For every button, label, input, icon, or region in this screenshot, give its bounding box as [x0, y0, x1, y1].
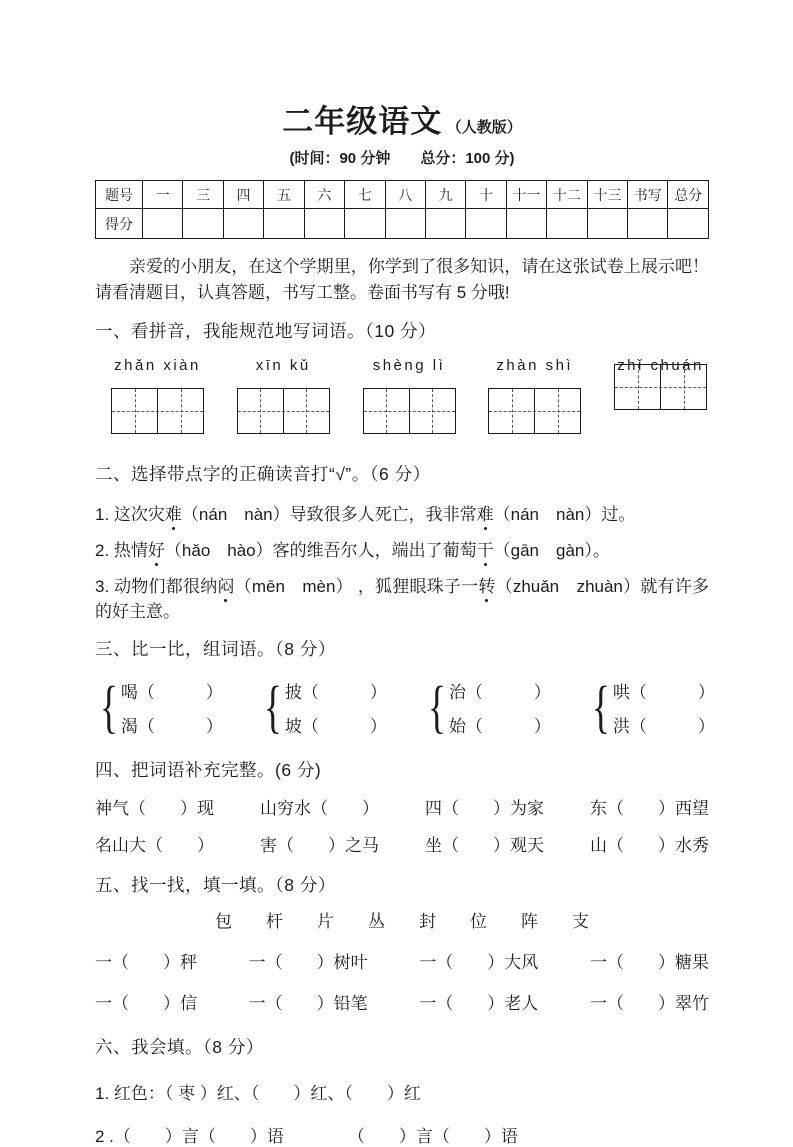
brace-icon: {: [99, 674, 118, 739]
brace-icon: {: [427, 674, 446, 739]
pinyin-word-group: [363, 355, 456, 434]
section-5-heading: 五、找一找，填一填。（8 分）: [95, 875, 336, 895]
brace-icon: {: [591, 674, 610, 739]
dotted-char: 干: [477, 538, 494, 563]
measure-word-item: 一（ ）铅笔: [248, 994, 368, 1013]
section-2-heading: 二、选择带点字的正确读音打“√”。（6 分）: [95, 464, 431, 484]
word-bank-character: 杆: [266, 912, 283, 931]
score-table-column-header: 九: [425, 181, 465, 209]
dotted-char: 难: [477, 502, 494, 527]
score-table-empty-cell: [264, 209, 304, 239]
hanzi-box-cell: [364, 389, 409, 433]
word-bank-character: 片: [317, 912, 334, 931]
idiom-row-1: [95, 794, 709, 819]
measure-word-row-1: [95, 948, 709, 973]
compare-word-bottom: 渴（ ）: [120, 716, 223, 736]
pinyin-word-group: [614, 355, 707, 410]
yan-yu-right: （ ）言（ ）语: [347, 1127, 518, 1146]
pinyin-writing-row: [95, 355, 709, 441]
measure-word-item: 一（ ）大风: [419, 953, 539, 972]
score-table-empty-cell: [668, 209, 709, 239]
score-table-column-header: 十: [466, 181, 506, 209]
word-bank-character: 支: [572, 912, 589, 931]
score-table-column-header: 十三: [587, 181, 627, 209]
score-table-column-header: 一: [143, 181, 183, 209]
compare-word-top: 治（ ）: [448, 682, 551, 702]
compare-word-bottom: 坡（ ）: [284, 716, 387, 736]
compare-pair: [259, 674, 387, 739]
compare-pair: [95, 674, 223, 739]
measure-word-item: 一（ ）糖果: [589, 953, 709, 972]
score-table-row2-label: 得分: [96, 209, 143, 239]
exam-meta: (时间：90 分钟 总分：100 分): [289, 150, 515, 167]
score-table-empty-cell: [547, 209, 587, 239]
idiom-item: 害（ ）之马: [260, 836, 379, 855]
idiom-item: 山穷水（ ）: [260, 799, 379, 818]
score-table-empty-cell: [385, 209, 425, 239]
dotted-char: 转: [478, 574, 495, 599]
hanzi-box-cell: [238, 389, 283, 433]
compare-pair: [423, 674, 551, 739]
idiom-item: 四（ ）为家: [425, 799, 544, 818]
score-table-header-row: [96, 181, 709, 209]
hanzi-writing-box: [111, 388, 204, 434]
score-table-empty-cell: [304, 209, 344, 239]
score-table-column-header: 五: [264, 181, 304, 209]
measure-word-item: 一（ ）树叶: [248, 953, 368, 972]
score-table-empty-cell: [345, 209, 385, 239]
pinyin-word-group: [111, 355, 204, 434]
pronunciation-items: [95, 502, 709, 624]
score-table-empty-cell: [143, 209, 183, 239]
page-title: [95, 96, 709, 141]
compare-pair-words: [612, 678, 715, 737]
measure-word-item: 一（ ）翠竹: [589, 994, 709, 1013]
yan-yu-item: [95, 1122, 709, 1147]
section-1-heading: 一、看拼音，我能规范地写词语。（10 分）: [95, 321, 437, 341]
measure-word-item: 一（ ）秤: [95, 953, 197, 972]
compare-pair-words: [448, 678, 551, 737]
compare-word-bottom: 始（ ）: [448, 716, 551, 736]
hanzi-box-cell: [534, 389, 580, 433]
dotted-char: 难: [165, 502, 182, 527]
score-table-column-header: 八: [385, 181, 425, 209]
measure-word-row-2: [95, 989, 709, 1014]
compare-word-top: 披（ ）: [284, 682, 387, 702]
compare-pairs-row: [95, 671, 715, 743]
score-table-empty-cell: [223, 209, 263, 239]
hanzi-writing-box: [363, 388, 456, 434]
score-table-column-header: 书写: [628, 181, 668, 209]
score-table-empty-cell: [506, 209, 546, 239]
exam-title: 二年级语文: [282, 104, 443, 139]
score-table-column-header: 七: [345, 181, 385, 209]
word-bank-character: 阵: [521, 912, 538, 931]
word-bank-character: 包: [215, 912, 232, 931]
pronunciation-item: 2. 热情好（hǎo hào）客的维吾尔人，端出了葡萄干（gān gàn）。: [95, 538, 709, 563]
hanzi-box-cell: [112, 389, 157, 433]
score-table-row1-label: 题号: [96, 181, 143, 209]
score-table-column-header: 十一: [506, 181, 546, 209]
hanzi-box-cell: [283, 389, 329, 433]
hanzi-writing-box: [488, 388, 581, 434]
score-table-empty-cell: [628, 209, 668, 239]
pinyin-label: xīn kǔ: [255, 357, 311, 374]
section-6-heading: 六、我会填。（8 分）: [95, 1037, 264, 1057]
measure-word-item: 一（ ）老人: [419, 994, 539, 1013]
score-table-column-header: 四: [223, 181, 263, 209]
score-table-empty-cell: [425, 209, 465, 239]
compare-pair-words: [120, 678, 223, 737]
hanzi-writing-box: [237, 388, 330, 434]
pinyin-label: zhǐ chuán: [617, 357, 704, 374]
score-table: [95, 180, 709, 239]
compare-word-bottom: 洪（ ）: [612, 716, 715, 736]
compare-pair-words: [284, 678, 387, 737]
compare-word-top: 喝（ ）: [120, 682, 223, 702]
word-bank-character: 丛: [368, 912, 385, 931]
idiom-item: 坐（ ）观天: [425, 836, 544, 855]
yan-yu-left: 2 .（ ）言（ ）语: [95, 1127, 284, 1146]
score-table-column-header: 六: [304, 181, 344, 209]
brace-icon: {: [263, 674, 282, 739]
score-table-column-header: 十二: [547, 181, 587, 209]
score-table-empty-cell: [466, 209, 506, 239]
idiom-item: 东（ ）西望: [590, 799, 709, 818]
intro-paragraph: 亲爱的小朋友，在这个学期里，你学到了很多知识，请在这张试卷上展示吧！请看清题目，认真答题，书写工整。卷面书写有 5 分哦!: [95, 257, 709, 302]
section-3-heading: 三、比一比，组词语。（8 分）: [95, 639, 336, 659]
dotted-char: 好: [148, 538, 165, 563]
pinyin-label: shèng lì: [372, 357, 446, 374]
word-bank-character: 位: [470, 912, 487, 931]
word-bank: [95, 907, 709, 932]
hanzi-box-cell: [489, 389, 534, 433]
word-bank-character: 封: [419, 912, 436, 931]
score-table-empty-cell: [183, 209, 223, 239]
pronunciation-item: 1. 这次灾难（nán nàn）导致很多人死亡，我非常难（nán nàn）过。: [95, 502, 709, 527]
pinyin-label: zhàn shì: [496, 357, 574, 374]
section-4-heading: 四、把词语补充完整。(6 分): [95, 760, 322, 780]
idiom-row-2: [95, 831, 709, 856]
pinyin-label: zhǎn xiàn: [114, 357, 201, 374]
pinyin-word-group: [237, 355, 330, 434]
hanzi-box-cell: [409, 389, 455, 433]
measure-word-item: 一（ ）信: [95, 994, 197, 1013]
exam-edition-label: （人教版）: [446, 119, 522, 136]
compare-pair: [587, 674, 715, 739]
idiom-item: 神气（ ）现: [95, 799, 214, 818]
color-fill-item: 1. 红色：（ 枣 ）红、（ ）红、（ ）红: [95, 1084, 421, 1103]
score-table-column-header: 三: [183, 181, 223, 209]
score-table-empty-cell: [587, 209, 627, 239]
score-table-score-row: [96, 209, 709, 239]
score-table-column-header: 总分: [668, 181, 709, 209]
dotted-char: 闷: [217, 574, 234, 599]
idiom-item: 山（ ）水秀: [590, 836, 709, 855]
idiom-item: 名山大（ ）: [95, 836, 214, 855]
pronunciation-item: 3. 动物们都很纳闷（mēn mèn） ，狐狸眼珠子一转（zhuǎn zhuàn）就有许多的好主意。: [95, 574, 709, 624]
hanzi-box-cell: [157, 389, 203, 433]
compare-word-top: 哄（ ）: [612, 682, 715, 702]
pinyin-word-group: [488, 355, 581, 434]
